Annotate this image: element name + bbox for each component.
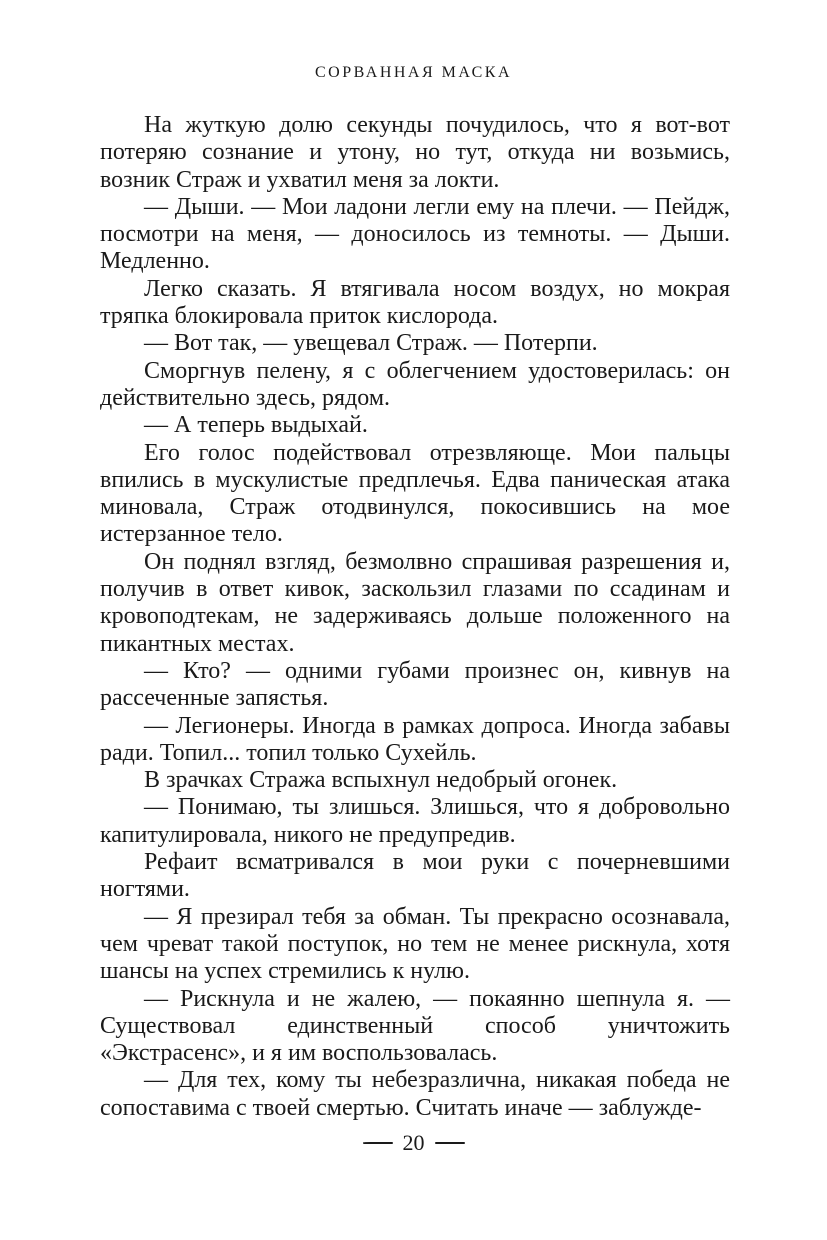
page-number-footer [0,1130,827,1156]
paragraph: Рефаит всматривался в мои руки с почерневшими ногтями. [100,849,730,903]
paragraph: — Я презирал тебя за обман. Ты прекрасно осознавала, чем чреват такой поступок, но тем не менее рискнула, хотя шансы на успех стремились к нулю. [100,903,730,985]
paragraph: Он поднял взгляд, безмолвно спрашивая разрешения и, получив в ответ кивок, заскользил глазами по ссадинам и кровоподтекам, не задерживаясь дольше положенного на пикантных местах. [100,548,730,657]
page-number: 20 [402,1130,425,1155]
paragraph: — Понимаю, ты злишься. Злишься, что я добровольно капитулировала, никого не предупредив. [100,794,730,848]
paragraph: Его голос подействовал отрезвляюще. Мои пальцы впились в мускулистые предплечья. Едва паническая атака миновала, Страж отодвинулся, покосившись на мое истерзанное тело. [100,439,730,548]
paragraph: — Дыши. — Мои ладони легли ему на плечи. — Пейдж, посмотри на меня, — доносилось из темноты. — Дыши. Медленно. [100,193,730,275]
running-head: СОРВАННАЯ МАСКА [314,64,513,81]
paragraph: Сморгнув пелену, я с облегчением удостоверилась: он действительно здесь, рядом. [100,357,730,411]
paragraph: — Рискнула и не жалею, — покаянно шепнула я. — Существовал единственный способ уничтожить «Экстрасенс», и я им воспользовалась. [100,985,730,1067]
paragraph: — Легионеры. Иногда в рамках допроса. Иногда забавы ради. Топил... топил только Сухейль. [100,712,730,766]
paragraph: В зрачках Стража вспыхнул недобрый огонек. [144,767,618,794]
paragraph: — А теперь выдыхай. [144,412,368,439]
paragraph: — Для тех, кому ты небезразлична, никакая победа не сопоставима с твоей смертью. Считать иначе — заблужде- [100,1067,730,1121]
paragraph: На жуткую долю секунды почудилось, что я вот-вот потеряю сознание и утону, но тут, откуда ни возьмись, возник Страж и ухватил меня за локти. [100,112,730,193]
body-text [100,112,730,1122]
paragraph: — Кто? — одними губами произнес он, кивнув на рассеченные запястья. [100,657,730,712]
paragraph: Легко сказать. Я втягивала носом воздух, но мокрая тряпка блокировала приток кислорода. [100,275,730,330]
paragraph: — Вот так, — увещевал Страж. — Потерпи. [144,330,598,357]
folio-rule-left [363,1142,393,1144]
folio-rule-right [435,1142,465,1144]
